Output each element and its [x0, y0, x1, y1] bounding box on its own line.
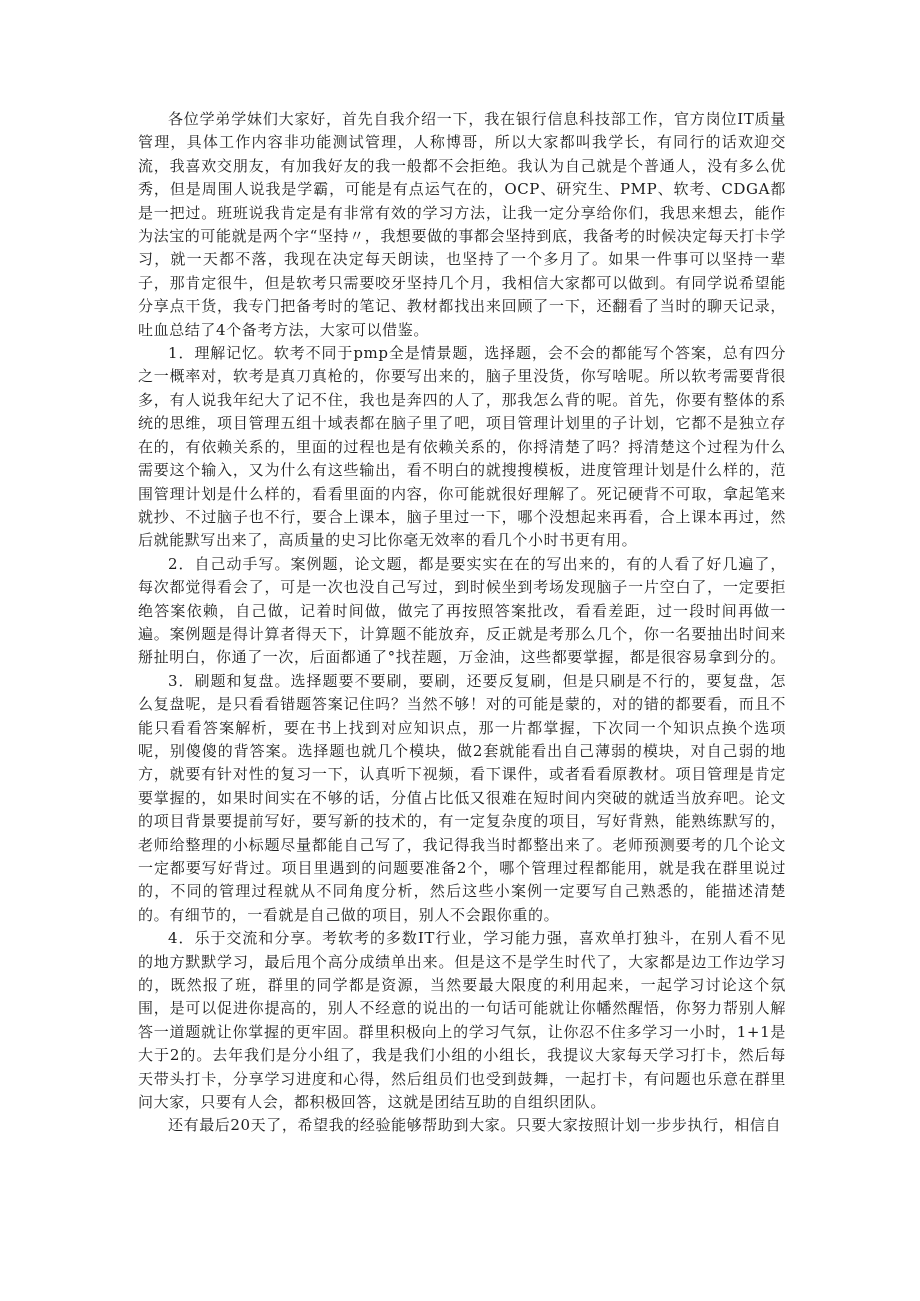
method-4-paragraph: 4．乐于交流和分享。考软考的多数IT行业，学习能力强，喜欢单打独斗，在别人看不见的地方默默学习，最后甩个高分成绩单出来。但是这不是学生时代了，大家都是边工作边学习的，既然报了班，群里的同学都是资源，当然要最大限度的利用起来，一起学习讨论这个氛围，是可以促进你提高的，别人不经意的说出的一句话可能就让你幡然醒悟，你努力帮别人解答一道题就让你掌握的更牢固。群里积极向上的学习气氛，让你忍不住多学习一小时，1+1是大于2的。去年我们是分小组了，我是我们小组的小组长，我提议大家每天学习打卡，然后每天带头打卡，分享学习进度和心得，然后组员们也受到鼓舞，一起打卡，有问题也乐意在群里问大家，只要有人会，都积极回答，这就是团结互助的自组织团队。 — [138, 929, 786, 1112]
method-2-paragraph: 2．自己动手写。案例题，论文题，都是要实实在在的写出来的，有的人看了好几遍了，每次都觉得看会了，可是一次也没自己写过，到时候坐到考场发现脑子一片空白了，一定要拒绝答案依赖，自己做，记着时间做，做完了再按照答案批改，看看差距，过一段时间再做一遍。案例题是得计算者得天下，计算题不能放弃，反正就是考那么几个，你一名要抽出时间来掰扯明白，你通了一次，后面都通了°找茬题，万金油，这些都要掌握，都是很容易拿到分的。 — [138, 554, 786, 667]
method-3-paragraph: 3．刷题和复盘。选择题要不要刷，要刷，还要反复刷，但是只刷是不行的，要复盘，怎么复盘呢，是只看看错题答案记住吗？当然不够！对的可能是蒙的，对的错的都要看，而且不能只看看答案解析，要在书上找到对应知识点，那一片都掌握，下次同一个知识点换个选项呢，别傻傻的背答案。选择题也就几个模块，做2套就能看出自己薄弱的模块，对自己弱的地方，就要有针对性的复习一下，认真听下视频，看下课件，或者看看原教材。项目管理是肯定要掌握的，如果时间实在不够的话，分值占比低又很难在短时间内突破的就适当放弃吧。论文的项目背景要提前写好，要写新的技术的，有一定复杂度的项目，写好背熟，能熟练默写的，老师给整理的小标题尽量都能自己写了，我记得我当时都整出来了。老师预测要考的几个论文一定都要写好背过。项目里遇到的问题要准备2个，哪个管理过程都能用，就是我在群里说过的，不同的管理过程就从不同角度分析，然后这些小案例一定要写自己熟悉的，能描述清楚的。有细节的，一看就是自己做的项目，别人不会跟你重的。 — [138, 671, 786, 924]
closing-paragraph: 还有最后20天了，希望我的经验能够帮助到大家。只要大家按照计划一步步执行，相信自 — [168, 1116, 782, 1135]
intro-paragraph: 各位学弟学妹们大家好，首先自我介绍一下，我在银行信息科技部工作，官方岗位IT质量管理，具体工作内容非功能测试管理，人称博哥，所以大家都叫我学长，有同行的话欢迎交流，我喜欢交朋友，有加我好友的我一般都不会拒绝。我认为自己就是个普通人，没有多么优秀，但是周围人说我是学霸，可能是有点运气在的，OCP、研究生、PMP、软考、CDGA都是一把过。班班说我肯定是有非常有效的学习方法，让我一定分享给你们，我思来想去，能作为法宝的可能就是两个字“坚持〃，我想要做的事都会坚持到底，我备考的时候决定每天打卡学习，就一天都不落，我现在决定每天朗读，也坚持了一个多月了。如果一件事可以坚持一辈子，那肯定很牛，但是软考只需要咬牙坚持几个月，我相信大家都可以做到。有同学说希望能分享点干货，我专门把备考时的笔记、教材都找出来回顾了一下，还翻看了当时的聊天记录，吐血总结了4个备考方法，大家可以借鉴。 — [138, 110, 786, 339]
document-body — [138, 108, 786, 1138]
method-1-paragraph: 1．理解记忆。软考不同于pmp全是情景题，选择题，会不会的都能写个答案，总有四分之一概率对，软考是真刀真枪的，你要写出来的，脑子里没货，你写啥呢。所以软考需要背很多，有人说我年纪大了记不住，我也是奔四的人了，那我怎么背的呢。首先，你要有整体的系统的思维，项目管理五组十域表都在脑子里了吧，项目管理计划里的子计划，它都不是独立存在的，有依赖关系的，里面的过程也是有依赖关系的，你捋清楚了吗？捋清楚这个过程为什么需要这个输入，又为什么有这些输出，看不明白的就搜搜模板，进度管理计划是什么样的，范围管理计划是什么样的，看看里面的内容，你可能就很好理解了。死记硬背不可取，拿起笔来就抄、不过脑子也不行，要合上课本，脑子里过一下，哪个没想起来再看，合上课本再过，然后就能默写出来了，高质量的史习比你毫无效率的看几个小时书更有用。 — [138, 344, 786, 550]
